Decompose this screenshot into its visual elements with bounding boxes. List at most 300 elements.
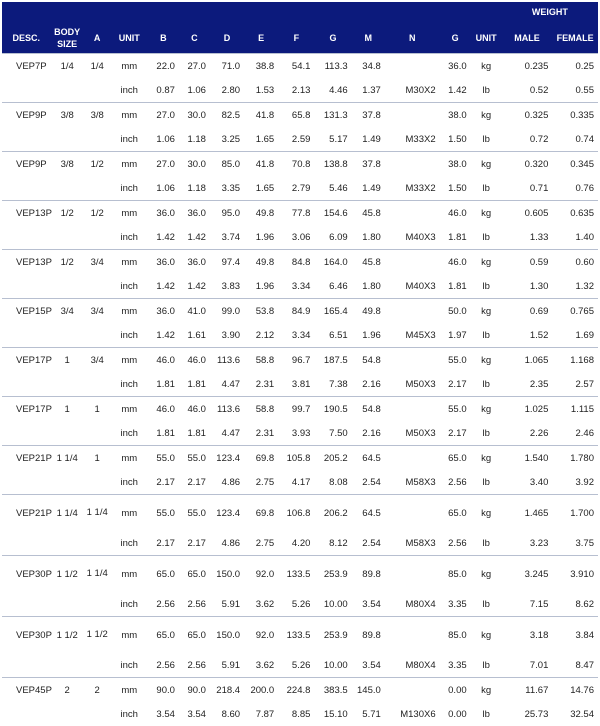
col-header-body-size: BODY SIZE bbox=[51, 23, 84, 54]
cell-desc-empty bbox=[2, 531, 51, 556]
cell-female: 3.84 bbox=[552, 617, 598, 654]
cell-a: 1 1/2 bbox=[84, 617, 111, 654]
cell-female: 0.345 bbox=[552, 152, 598, 177]
col-header-weight-unit: UNIT bbox=[471, 23, 502, 54]
table-row-mm bbox=[2, 617, 598, 654]
table-body bbox=[2, 54, 598, 726]
cell-g2: 50.0 bbox=[440, 299, 471, 324]
table-row-mm bbox=[2, 348, 598, 373]
cell-body-size: 1/4 bbox=[51, 54, 84, 79]
cell-desc-empty bbox=[2, 78, 51, 103]
cell-wunit: kg bbox=[471, 397, 502, 422]
cell-female: 0.635 bbox=[552, 201, 598, 226]
cell-male: 0.72 bbox=[502, 127, 553, 152]
cell-male: 3.23 bbox=[502, 531, 553, 556]
cell-m: 1.49 bbox=[352, 127, 385, 152]
cell-unit: mm bbox=[111, 152, 148, 177]
table-row-inch bbox=[2, 323, 598, 348]
cell-c: 55.0 bbox=[179, 495, 210, 532]
cell-body-size: 1 1/2 bbox=[51, 617, 84, 654]
cell-a: 1 1/4 bbox=[84, 495, 111, 532]
cell-a: 1 bbox=[84, 397, 111, 422]
cell-male: 7.01 bbox=[502, 653, 553, 678]
cell-unit: inch bbox=[111, 372, 148, 397]
cell-g2: 38.0 bbox=[440, 103, 471, 128]
cell-e: 2.75 bbox=[244, 470, 278, 495]
table-row-inch bbox=[2, 702, 598, 726]
cell-b: 65.0 bbox=[148, 556, 179, 593]
cell-a-empty bbox=[84, 470, 111, 495]
cell-female: 1.115 bbox=[552, 397, 598, 422]
cell-male: 0.59 bbox=[502, 250, 553, 275]
cell-g: 8.12 bbox=[314, 531, 351, 556]
cell-a: 3/4 bbox=[84, 299, 111, 324]
cell-e: 2.31 bbox=[244, 372, 278, 397]
cell-e: 92.0 bbox=[244, 617, 278, 654]
cell-d: 113.6 bbox=[210, 397, 244, 422]
cell-d: 95.0 bbox=[210, 201, 244, 226]
cell-unit: mm bbox=[111, 446, 148, 471]
cell-e: 49.8 bbox=[244, 201, 278, 226]
cell-e: 38.8 bbox=[244, 54, 278, 79]
cell-f: 3.93 bbox=[278, 421, 314, 446]
cell-g2: 2.17 bbox=[440, 421, 471, 446]
cell-n: M58X3 bbox=[385, 470, 440, 495]
cell-wunit: lb bbox=[471, 127, 502, 152]
cell-c: 46.0 bbox=[179, 348, 210, 373]
cell-d: 218.4 bbox=[210, 678, 244, 703]
cell-male: 7.15 bbox=[502, 592, 553, 617]
cell-e: 41.8 bbox=[244, 152, 278, 177]
cell-unit: mm bbox=[111, 495, 148, 532]
cell-a-empty bbox=[84, 653, 111, 678]
cell-g2: 85.0 bbox=[440, 617, 471, 654]
cell-male: 1.465 bbox=[502, 495, 553, 532]
cell-wunit: kg bbox=[471, 556, 502, 593]
cell-wunit: kg bbox=[471, 617, 502, 654]
cell-m: 1.80 bbox=[352, 274, 385, 299]
cell-f: 4.20 bbox=[278, 531, 314, 556]
cell-desc: VEP15P bbox=[2, 299, 51, 324]
cell-unit: inch bbox=[111, 531, 148, 556]
cell-d: 150.0 bbox=[210, 617, 244, 654]
cell-d: 3.74 bbox=[210, 225, 244, 250]
cell-n bbox=[385, 250, 440, 275]
cell-body-size-empty bbox=[51, 274, 84, 299]
cell-m: 45.8 bbox=[352, 250, 385, 275]
cell-wunit: lb bbox=[471, 653, 502, 678]
cell-male: 1.33 bbox=[502, 225, 553, 250]
cell-f: 5.26 bbox=[278, 592, 314, 617]
cell-wunit: kg bbox=[471, 299, 502, 324]
cell-c: 1.81 bbox=[179, 421, 210, 446]
cell-b: 22.0 bbox=[148, 54, 179, 79]
cell-unit: inch bbox=[111, 323, 148, 348]
cell-male: 3.18 bbox=[502, 617, 553, 654]
cell-n: M30X2 bbox=[385, 78, 440, 103]
cell-m: 89.8 bbox=[352, 556, 385, 593]
cell-m: 3.54 bbox=[352, 653, 385, 678]
cell-wunit: kg bbox=[471, 678, 502, 703]
cell-wunit: lb bbox=[471, 531, 502, 556]
cell-c: 55.0 bbox=[179, 446, 210, 471]
cell-wunit: lb bbox=[471, 176, 502, 201]
cell-desc-empty bbox=[2, 653, 51, 678]
cell-male: 0.52 bbox=[502, 78, 553, 103]
col-header-m: M bbox=[352, 23, 385, 54]
cell-female: 3.92 bbox=[552, 470, 598, 495]
cell-e: 69.8 bbox=[244, 446, 278, 471]
cell-wunit: kg bbox=[471, 446, 502, 471]
cell-desc: VEP21P bbox=[2, 446, 51, 471]
cell-g2: 36.0 bbox=[440, 54, 471, 79]
table-row-inch bbox=[2, 225, 598, 250]
cell-male: 11.67 bbox=[502, 678, 553, 703]
cell-c: 2.17 bbox=[179, 470, 210, 495]
cell-wunit: lb bbox=[471, 323, 502, 348]
cell-body-size-empty bbox=[51, 372, 84, 397]
cell-a: 3/4 bbox=[84, 348, 111, 373]
cell-g2: 2.17 bbox=[440, 372, 471, 397]
cell-g2: 55.0 bbox=[440, 397, 471, 422]
cell-d: 97.4 bbox=[210, 250, 244, 275]
cell-m: 37.8 bbox=[352, 152, 385, 177]
cell-b: 3.54 bbox=[148, 702, 179, 726]
cell-unit: mm bbox=[111, 54, 148, 79]
cell-body-size: 1 1/2 bbox=[51, 556, 84, 593]
cell-m: 2.16 bbox=[352, 421, 385, 446]
cell-a-empty bbox=[84, 372, 111, 397]
cell-f: 99.7 bbox=[278, 397, 314, 422]
cell-male: 0.320 bbox=[502, 152, 553, 177]
cell-n: M130X6 bbox=[385, 702, 440, 726]
cell-m: 2.54 bbox=[352, 470, 385, 495]
cell-female: 14.76 bbox=[552, 678, 598, 703]
cell-desc-empty bbox=[2, 323, 51, 348]
cell-e: 2.75 bbox=[244, 531, 278, 556]
cell-male: 1.30 bbox=[502, 274, 553, 299]
cell-male: 0.235 bbox=[502, 54, 553, 79]
cell-g: 10.00 bbox=[314, 653, 351, 678]
cell-male: 1.52 bbox=[502, 323, 553, 348]
cell-g: 4.46 bbox=[314, 78, 351, 103]
cell-female: 8.62 bbox=[552, 592, 598, 617]
cell-g: 8.08 bbox=[314, 470, 351, 495]
cell-a: 1 1/4 bbox=[84, 556, 111, 593]
cell-male: 3.245 bbox=[502, 556, 553, 593]
cell-n bbox=[385, 348, 440, 373]
table-row-inch bbox=[2, 470, 598, 495]
table-row-mm bbox=[2, 446, 598, 471]
cell-unit: inch bbox=[111, 225, 148, 250]
cell-c: 30.0 bbox=[179, 103, 210, 128]
col-header-c: C bbox=[179, 23, 210, 54]
dimensions-table bbox=[2, 2, 598, 726]
cell-e: 58.8 bbox=[244, 397, 278, 422]
cell-g: 131.3 bbox=[314, 103, 351, 128]
table-row-inch bbox=[2, 531, 598, 556]
cell-n: M50X3 bbox=[385, 421, 440, 446]
cell-desc-empty bbox=[2, 176, 51, 201]
cell-body-size-empty bbox=[51, 531, 84, 556]
cell-body-size-empty bbox=[51, 176, 84, 201]
cell-e: 7.87 bbox=[244, 702, 278, 726]
cell-c: 30.0 bbox=[179, 152, 210, 177]
cell-f: 2.59 bbox=[278, 127, 314, 152]
cell-male: 1.540 bbox=[502, 446, 553, 471]
cell-n: M40X3 bbox=[385, 225, 440, 250]
cell-a-empty bbox=[84, 176, 111, 201]
cell-unit: inch bbox=[111, 702, 148, 726]
cell-female: 2.57 bbox=[552, 372, 598, 397]
cell-m: 1.49 bbox=[352, 176, 385, 201]
cell-b: 1.06 bbox=[148, 127, 179, 152]
table-row-mm bbox=[2, 54, 598, 79]
cell-d: 5.91 bbox=[210, 653, 244, 678]
cell-m: 37.8 bbox=[352, 103, 385, 128]
cell-e: 2.31 bbox=[244, 421, 278, 446]
cell-n: M80X4 bbox=[385, 653, 440, 678]
col-header-desc: DESC. bbox=[2, 23, 51, 54]
table-row-mm bbox=[2, 152, 598, 177]
cell-b: 0.87 bbox=[148, 78, 179, 103]
table-row-inch bbox=[2, 127, 598, 152]
cell-g2: 1.50 bbox=[440, 176, 471, 201]
table-row-mm bbox=[2, 678, 598, 703]
cell-body-size-empty bbox=[51, 702, 84, 726]
cell-b: 1.42 bbox=[148, 225, 179, 250]
cell-body-size: 3/8 bbox=[51, 152, 84, 177]
cell-desc: VEP17P bbox=[2, 348, 51, 373]
cell-male: 2.26 bbox=[502, 421, 553, 446]
cell-wunit: kg bbox=[471, 54, 502, 79]
cell-a: 3/8 bbox=[84, 103, 111, 128]
cell-g: 7.50 bbox=[314, 421, 351, 446]
cell-body-size: 3/4 bbox=[51, 299, 84, 324]
cell-a: 2 bbox=[84, 678, 111, 703]
cell-male: 0.605 bbox=[502, 201, 553, 226]
cell-b: 46.0 bbox=[148, 348, 179, 373]
cell-b: 36.0 bbox=[148, 201, 179, 226]
cell-m: 5.71 bbox=[352, 702, 385, 726]
cell-a-empty bbox=[84, 421, 111, 446]
cell-wunit: kg bbox=[471, 250, 502, 275]
cell-wunit: lb bbox=[471, 702, 502, 726]
cell-n bbox=[385, 201, 440, 226]
cell-a-empty bbox=[84, 78, 111, 103]
cell-d: 8.60 bbox=[210, 702, 244, 726]
cell-f: 224.8 bbox=[278, 678, 314, 703]
cell-a-empty bbox=[84, 531, 111, 556]
cell-m: 64.5 bbox=[352, 446, 385, 471]
cell-e: 1.96 bbox=[244, 274, 278, 299]
cell-e: 1.53 bbox=[244, 78, 278, 103]
cell-b: 1.42 bbox=[148, 274, 179, 299]
cell-c: 1.06 bbox=[179, 78, 210, 103]
cell-b: 36.0 bbox=[148, 250, 179, 275]
cell-female: 8.47 bbox=[552, 653, 598, 678]
cell-f: 3.81 bbox=[278, 372, 314, 397]
table-row-inch bbox=[2, 274, 598, 299]
cell-g2: 3.35 bbox=[440, 653, 471, 678]
cell-f: 3.34 bbox=[278, 323, 314, 348]
cell-e: 1.65 bbox=[244, 127, 278, 152]
cell-male: 25.73 bbox=[502, 702, 553, 726]
cell-wunit: lb bbox=[471, 592, 502, 617]
cell-body-size: 1 1/4 bbox=[51, 446, 84, 471]
cell-g: 253.9 bbox=[314, 617, 351, 654]
cell-g: 10.00 bbox=[314, 592, 351, 617]
cell-g: 5.17 bbox=[314, 127, 351, 152]
cell-g: 164.0 bbox=[314, 250, 351, 275]
cell-desc: VEP30P bbox=[2, 556, 51, 593]
cell-f: 133.5 bbox=[278, 617, 314, 654]
cell-b: 1.42 bbox=[148, 323, 179, 348]
cell-d: 3.90 bbox=[210, 323, 244, 348]
cell-f: 3.06 bbox=[278, 225, 314, 250]
cell-n bbox=[385, 446, 440, 471]
col-header-f: F bbox=[278, 23, 314, 54]
cell-female: 1.168 bbox=[552, 348, 598, 373]
cell-f: 96.7 bbox=[278, 348, 314, 373]
cell-f: 2.13 bbox=[278, 78, 314, 103]
cell-n bbox=[385, 54, 440, 79]
cell-b: 2.17 bbox=[148, 531, 179, 556]
cell-b: 2.17 bbox=[148, 470, 179, 495]
cell-a-empty bbox=[84, 592, 111, 617]
cell-g2: 85.0 bbox=[440, 556, 471, 593]
col-header-female: FEMALE bbox=[552, 23, 598, 54]
cell-b: 27.0 bbox=[148, 103, 179, 128]
cell-e: 3.62 bbox=[244, 653, 278, 678]
cell-female: 0.60 bbox=[552, 250, 598, 275]
cell-desc: VEP7P bbox=[2, 54, 51, 79]
cell-g: 383.5 bbox=[314, 678, 351, 703]
cell-f: 4.17 bbox=[278, 470, 314, 495]
cell-n bbox=[385, 678, 440, 703]
cell-body-size-empty bbox=[51, 470, 84, 495]
cell-e: 58.8 bbox=[244, 348, 278, 373]
cell-f: 65.8 bbox=[278, 103, 314, 128]
cell-n bbox=[385, 152, 440, 177]
cell-d: 150.0 bbox=[210, 556, 244, 593]
cell-f: 70.8 bbox=[278, 152, 314, 177]
cell-b: 65.0 bbox=[148, 617, 179, 654]
cell-body-size: 1/2 bbox=[51, 250, 84, 275]
cell-n: M58X3 bbox=[385, 531, 440, 556]
cell-male: 3.40 bbox=[502, 470, 553, 495]
cell-n bbox=[385, 103, 440, 128]
cell-f: 54.1 bbox=[278, 54, 314, 79]
cell-f: 2.79 bbox=[278, 176, 314, 201]
cell-body-size: 3/8 bbox=[51, 103, 84, 128]
cell-m: 1.37 bbox=[352, 78, 385, 103]
cell-m: 2.16 bbox=[352, 372, 385, 397]
cell-c: 1.61 bbox=[179, 323, 210, 348]
table-row-mm bbox=[2, 495, 598, 532]
cell-b: 55.0 bbox=[148, 446, 179, 471]
cell-g2: 46.0 bbox=[440, 201, 471, 226]
col-header-d: D bbox=[210, 23, 244, 54]
cell-b: 2.56 bbox=[148, 653, 179, 678]
cell-a: 1/2 bbox=[84, 152, 111, 177]
cell-male: 0.325 bbox=[502, 103, 553, 128]
cell-c: 2.56 bbox=[179, 653, 210, 678]
cell-d: 85.0 bbox=[210, 152, 244, 177]
cell-n: M40X3 bbox=[385, 274, 440, 299]
cell-desc: VEP17P bbox=[2, 397, 51, 422]
cell-g2: 2.56 bbox=[440, 531, 471, 556]
cell-desc: VEP21P bbox=[2, 495, 51, 532]
table-row-mm bbox=[2, 250, 598, 275]
cell-desc-empty bbox=[2, 225, 51, 250]
cell-wunit: lb bbox=[471, 421, 502, 446]
cell-body-size-empty bbox=[51, 592, 84, 617]
cell-unit: mm bbox=[111, 397, 148, 422]
cell-g: 113.3 bbox=[314, 54, 351, 79]
table-row-mm bbox=[2, 397, 598, 422]
cell-d: 5.91 bbox=[210, 592, 244, 617]
cell-wunit: lb bbox=[471, 372, 502, 397]
cell-m: 89.8 bbox=[352, 617, 385, 654]
cell-g2: 65.0 bbox=[440, 495, 471, 532]
cell-c: 1.81 bbox=[179, 372, 210, 397]
spec-table-container bbox=[2, 2, 598, 726]
cell-b: 1.81 bbox=[148, 372, 179, 397]
cell-body-size: 2 bbox=[51, 678, 84, 703]
cell-m: 2.54 bbox=[352, 531, 385, 556]
cell-g: 138.8 bbox=[314, 152, 351, 177]
cell-wunit: lb bbox=[471, 225, 502, 250]
cell-m: 45.8 bbox=[352, 201, 385, 226]
cell-body-size: 1 bbox=[51, 397, 84, 422]
cell-n bbox=[385, 556, 440, 593]
cell-g2: 46.0 bbox=[440, 250, 471, 275]
cell-n bbox=[385, 495, 440, 532]
cell-g2: 1.97 bbox=[440, 323, 471, 348]
table-row-inch bbox=[2, 372, 598, 397]
cell-unit: inch bbox=[111, 78, 148, 103]
cell-e: 1.65 bbox=[244, 176, 278, 201]
cell-d: 99.0 bbox=[210, 299, 244, 324]
cell-f: 3.34 bbox=[278, 274, 314, 299]
cell-c: 36.0 bbox=[179, 201, 210, 226]
cell-desc: VEP9P bbox=[2, 152, 51, 177]
cell-g: 205.2 bbox=[314, 446, 351, 471]
cell-a-empty bbox=[84, 225, 111, 250]
cell-unit: inch bbox=[111, 274, 148, 299]
cell-f: 8.85 bbox=[278, 702, 314, 726]
cell-c: 27.0 bbox=[179, 54, 210, 79]
cell-g2: 55.0 bbox=[440, 348, 471, 373]
cell-unit: mm bbox=[111, 348, 148, 373]
cell-e: 53.8 bbox=[244, 299, 278, 324]
cell-a: 1/4 bbox=[84, 54, 111, 79]
cell-female: 1.69 bbox=[552, 323, 598, 348]
cell-g2: 2.56 bbox=[440, 470, 471, 495]
cell-desc: VEP45P bbox=[2, 678, 51, 703]
cell-a: 1/2 bbox=[84, 201, 111, 226]
cell-female: 1.32 bbox=[552, 274, 598, 299]
cell-a: 1 bbox=[84, 446, 111, 471]
cell-d: 4.47 bbox=[210, 372, 244, 397]
table-header bbox=[2, 2, 598, 54]
cell-female: 1.700 bbox=[552, 495, 598, 532]
cell-c: 36.0 bbox=[179, 250, 210, 275]
cell-unit: inch bbox=[111, 127, 148, 152]
cell-d: 123.4 bbox=[210, 446, 244, 471]
table-row-inch bbox=[2, 592, 598, 617]
